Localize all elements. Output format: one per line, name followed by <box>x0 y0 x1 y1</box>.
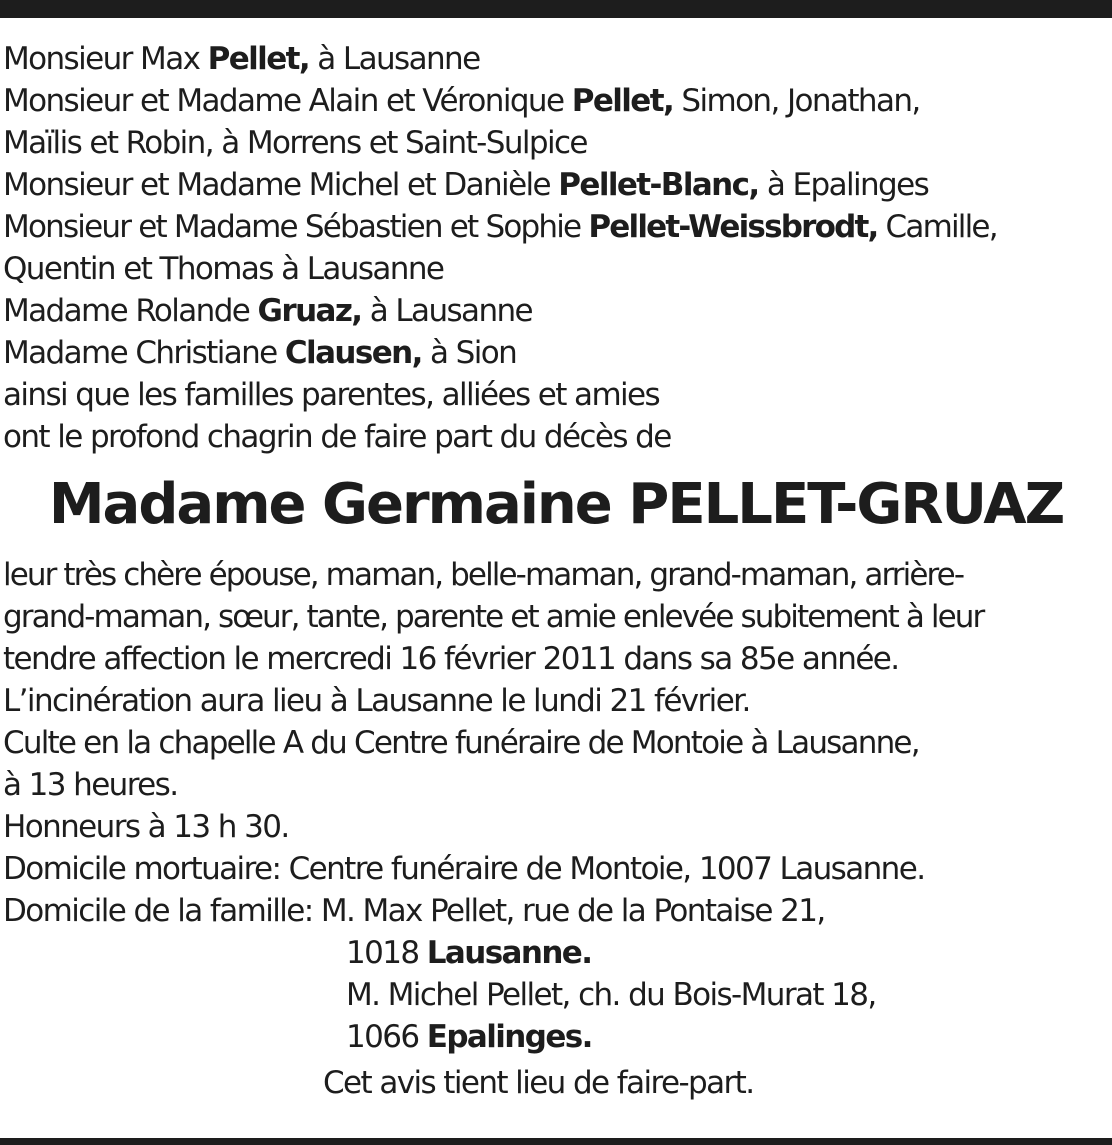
family-line: Quentin et Thomas à Lausanne <box>3 251 444 287</box>
family-line: Monsieur et Madame Sébastien et Sophie Pellet-Weissbrodt, Camille, <box>3 209 997 245</box>
obituary-notice <box>3 38 1109 1104</box>
address-line: 1066 Epalinges. <box>346 1019 592 1055</box>
family-line: Monsieur et Madame Michel et Danièle Pellet-Blanc, à Epalinges <box>3 167 929 203</box>
family-domicile-line: Domicile de la famille: M. Max Pellet, rue de la Pontaise 21, <box>3 893 825 929</box>
family-line: ainsi que les familles parentes, alliées et amies <box>3 377 660 413</box>
family-line: Madame Rolande Gruaz, à Lausanne <box>3 293 533 329</box>
address-line: M. Michel Pellet, ch. du Bois-Murat 18, <box>346 977 876 1013</box>
detail-line: L’incinération aura lieu à Lausanne le lundi 21 février. <box>3 683 750 719</box>
family-domicile-label: Domicile de la famille: <box>3 893 321 929</box>
family-line: ont le profond chagrin de faire part du décès de <box>3 419 671 455</box>
detail-line: Domicile mortuaire: Centre funéraire de Montoie, 1007 Lausanne. <box>3 851 925 887</box>
detail-line: tendre affection le mercredi 16 février 2011 dans sa 85e année. <box>3 641 899 677</box>
family-line: Monsieur Max Pellet, à Lausanne <box>3 41 480 77</box>
family-line: Maïlis et Robin, à Morrens et Saint-Sulpice <box>3 125 587 161</box>
detail-line: Honneurs à 13 h 30. <box>3 809 289 845</box>
deceased-name: Madame Germaine PELLET-GRUAZ <box>48 472 1064 537</box>
address-line: 1018 Lausanne. <box>346 935 592 971</box>
family-line: Monsieur et Madame Alain et Véronique Pellet, Simon, Jonathan, <box>3 83 920 119</box>
top-rule <box>0 0 1112 18</box>
detail-line: Culte en la chapelle A du Centre funéraire de Montoie à Lausanne, <box>3 725 919 761</box>
bottom-rule <box>0 1138 1112 1145</box>
family-line: Madame Christiane Clausen, à Sion <box>3 335 517 371</box>
detail-line: grand-maman, sœur, tante, parente et amie enlevée subitement à leur <box>3 599 984 635</box>
detail-line: à 13 heures. <box>3 767 178 803</box>
detail-line: leur très chère épouse, maman, belle-maman, grand-maman, arrière- <box>3 557 964 593</box>
closing-note: Cet avis tient lieu de faire-part. <box>323 1065 754 1101</box>
